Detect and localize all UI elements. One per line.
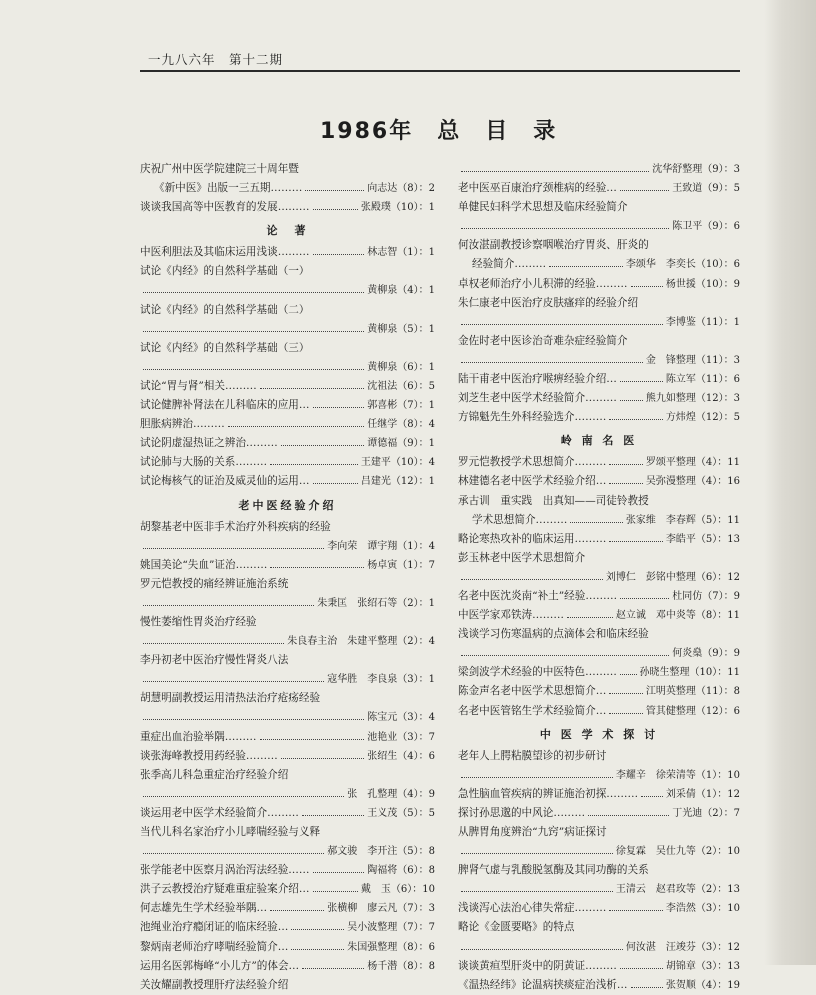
dot-leader [313,882,358,892]
toc-entry [458,389,740,408]
toc-title-line [140,575,435,594]
toc-entry-title: 试论健脾补肾法在儿科临床的应用… [140,399,310,412]
section-heading-text: 老中医经验介绍 [238,498,337,512]
dot-leader [461,768,613,778]
toc-entry [140,179,435,198]
dot-leader [143,283,364,293]
toc-title-line [458,294,740,313]
toc-entry-title: 谈谈黄疸型肝炎中的阴黄证……… [458,959,617,972]
toc-title-text: 张季高儿科急重症治疗经验介绍 [140,768,289,781]
dot-leader [305,181,364,191]
toc-entry-title: 经验简介……… [472,258,547,271]
toc-entry-author-ref: 管其健整理（12）：6 [645,705,740,717]
toc-entry [140,880,435,899]
dot-leader [228,417,365,427]
toc-entry-author-ref: 徐复霖 吴仕九等（2）：10 [615,846,740,858]
toc-entry-author-ref: 陈卫平（9）：6 [672,221,740,233]
toc-entry-title: 姚国美论“失血”证治……… [140,558,268,571]
toc-entry [458,644,740,663]
toc-entry [458,842,740,861]
toc-entry-title: 试论梅核气的证治及威灵仙的运用… [140,475,310,488]
dot-leader [620,665,637,675]
dot-leader [291,940,344,950]
toc-entry-author-ref: 张殿璞（10）：1 [360,202,435,214]
dot-leader [620,391,643,401]
toc-column-right [458,160,740,995]
toc-entry-author-ref: 李浩然（3）：10 [665,903,740,915]
toc-entry-author-ref: 王建平（10）：4 [360,457,435,469]
toc-entry-author-ref: 张家维 李春辉（5）：11 [625,514,740,526]
toc-entry-title: 重症出血治验举隅……… [140,730,257,743]
toc-title-text: 试论《内经》的自然科学基础（一） [140,265,310,278]
page-title: 1986年 总 目 录 [320,119,558,144]
toc-entry [458,370,740,389]
toc-entry-author-ref: 张 孔整理（4）：9 [347,788,435,800]
toc-title-line [458,918,740,937]
toc-entry [140,537,435,556]
toc-entry-title: 林建德名老中医学术经验介绍… [458,475,607,488]
toc-title-text: 浅谈学习伤寒温病的点滴体会和临床经验 [458,628,649,641]
toc-entry [458,453,740,472]
toc-entry-title: 《温热经纬》论温病挟痰症治浅析… [458,978,628,991]
toc-title-text: 单健民妇科学术思想及临床经验简介 [458,201,628,214]
toc-entry [140,957,435,976]
toc-title-text: 朱仁康老中医治疗皮肤瘙痒的经验介绍 [458,296,639,309]
dot-leader [291,920,344,930]
toc-entry-author-ref: 金 锋整理（11）：3 [645,354,740,366]
toc-title-line [140,976,435,995]
toc-entry-title: 陈金声名老中医学术思想简介… [458,685,607,698]
toc-entry-title: 试论肺与大肠的关系……… [140,456,268,469]
toc-title-line [140,613,435,632]
toc-title-text: 脾肾气虚与乳酸脱氢酶及其同功酶的关系 [458,864,649,877]
toc-title-text: 当代儿科名家治疗小儿哮喘经验与义释 [140,826,321,838]
toc-entry-title: 运用名医郭梅峰“小儿方”的体会… [140,959,300,972]
dot-leader [609,704,643,714]
dot-leader [260,730,365,740]
toc-entry [140,670,435,689]
toc-entry-author-ref: 杨卓寅（1）：7 [367,559,435,571]
dot-leader [620,181,669,191]
dot-leader [620,589,669,599]
toc-title-text: 胡黎基老中医非手术治疗外科疾病的经验 [140,520,331,533]
toc-entry [140,453,435,472]
toc-entry [140,415,435,434]
toc-entry [140,861,435,880]
dot-leader [609,455,643,465]
toc-entry [140,594,435,613]
toc-entry-title: 刘芝生老中医学术经验简介……… [458,392,617,405]
toc-entry-author-ref: 沈祖法（6）：5 [367,380,435,392]
toc-title-line [458,823,740,842]
section-heading [458,724,740,746]
section-heading-text: 岭 南 名 医 [560,434,638,448]
issue-header: 一九八六年 第十二期 [148,52,284,67]
section-heading [140,220,435,242]
toc-entry-author-ref: 方炜煌（12）：5 [665,412,740,424]
toc-entry [458,899,740,918]
toc-entry [458,275,740,294]
toc-entry [458,587,740,606]
toc-entry-author-ref: 沈华舒整理（9）：3 [652,164,740,175]
section-heading-text: 论 著 [266,224,309,238]
toc-entry [458,313,740,332]
toc-entry-author-ref: 罗颂平整理（4）：11 [645,457,740,469]
toc-title-text: 金佐时老中医诊治奇难杂症经验简介 [458,334,628,347]
toc-entry-title: 张学能老中医察月涡治泻法经验…… [140,864,310,877]
toc-entry [140,198,435,217]
toc-entry-author-ref: 何汝湛 汪竣芬（3）：12 [625,941,740,953]
toc-title-text: 彭玉林老中医学术思想简介 [458,551,586,564]
toc-title-line [458,236,740,255]
toc-entry-title: 罗元恺教授学术思想简介……… [458,456,607,469]
toc-entry-title: 梁剑波学术经验的中医特色……… [458,666,617,679]
toc-entry-author-ref: 戴 玉（6）：10 [360,884,435,896]
toc-entry [140,472,435,491]
toc-entry-title: 探讨孙思邈的中风论……… [458,806,586,819]
toc-entry-author-ref: 陈立军（11）：6 [665,374,740,386]
toc-entry [458,766,740,785]
toc-title-line [458,332,740,351]
dot-leader [588,806,669,816]
dot-leader [143,322,364,332]
dot-leader [313,474,358,484]
dot-leader [143,710,364,720]
toc-entry-author-ref: 李向荣 谭宇翔（1）：4 [327,540,435,552]
toc-entry-title: 急性脑血管疾病的辨证施治初探……… [458,787,639,800]
toc-entry [140,708,435,727]
toc-entry [140,728,435,747]
toc-entry-author-ref: 林志智（1）：1 [367,247,435,259]
toc-entry-title: 试论阴虚湿热证之辨治……… [140,437,278,450]
toc-entry-title: 谈谈我国高等中医教育的发展……… [140,201,310,214]
toc-entry-author-ref: 孙晓生整理（10）：11 [639,667,740,679]
dot-leader [461,940,623,950]
toc-entry-title: 中医利胆法及其临床运用浅谈……… [140,246,310,259]
toc-entry-title: 方锦魁先生外科经验选介……… [458,411,607,424]
toc-entry [140,804,435,823]
toc-entry [140,842,435,861]
toc-title-text: 略论《金匮要略》的特点 [458,921,575,934]
section-heading [140,495,435,517]
dot-leader [461,646,669,656]
toc-title-text: 老年人上腭粘膜望诊的初步研讨 [458,749,607,762]
dot-leader [313,245,365,255]
toc-entry-title: 浅谈泻心法治心律失常症……… [458,902,607,915]
toc-entry-title: 谈张海峰教授用药经验……… [140,749,278,762]
section-heading-text: 中 医 学 术 探 讨 [539,727,659,741]
toc-entry-author-ref: 杨千潜（8）：8 [367,960,435,972]
toc-entry [458,255,740,274]
toc-title-line [458,549,740,568]
toc-title-line [458,492,740,511]
toc-title-line [140,518,435,537]
toc-entry [140,785,435,804]
toc-title-text: 李丹初老中医治疗慢性肾炎八法 [140,654,289,667]
toc-entry [140,747,435,766]
toc-entry [458,682,740,701]
toc-entry-author-ref: 吴弥漫整理（4）：16 [645,476,740,488]
toc-entry-title: 略论寒热攻补的临床运用……… [458,532,607,545]
toc-entry [458,938,740,957]
toc-entry-title: 黎炳南老师治疗哮喘经验简介… [140,940,289,953]
dot-leader [609,684,643,694]
toc-entry [458,160,740,179]
toc-entry [140,899,435,918]
dot-leader [461,570,603,580]
toc-title-line [458,747,740,766]
toc-entry-author-ref: 陶福将（6）：8 [367,865,435,877]
section-heading [458,430,740,452]
dot-leader [313,863,365,873]
dot-leader [143,539,324,549]
toc-entry-title: 名老中医管铭生学术经验简介… [458,704,607,717]
toc-entry [458,785,740,804]
dot-leader [270,558,364,568]
toc-entry [140,358,435,377]
dot-leader [302,959,364,969]
dot-leader [461,162,649,172]
toc-entry-author-ref: 池艳业（3）：7 [367,731,435,743]
toc-entry-title: 老中医巫百康治疗颈椎病的经验… [458,182,617,195]
toc-title-text: 承古训 重实践 出真知——司徒铃教授 [458,494,649,507]
toc-entry-title: 池绳业治疗瘾闭证的临床经验… [140,921,289,934]
toc-entry-author-ref: 李颂华 李奕长（10）：6 [625,259,740,271]
toc-title-text: 何汝湛副教授诊察咽喉治疗胃炎、肝炎的 [458,239,649,252]
toc-entry-author-ref: 李耀辛 徐荣清等（1）：10 [615,769,740,781]
dot-leader [313,200,358,210]
toc-entry-author-ref: 朱良春主治 朱建平整理（2）：4 [287,636,435,648]
toc-entry-author-ref: 何炎燊（9）：9 [672,648,740,660]
dot-leader [143,360,364,370]
toc-entry-author-ref: 赵立诚 邓中炎等（8）：11 [615,610,740,622]
dot-leader [302,806,364,816]
toc-entry-author-ref: 谭德福（9）：1 [367,438,435,450]
toc-title-text: 罗元恺教授的痛经辨证施治系统 [140,577,289,590]
toc-entry-title: 试论“胃与肾”相关……… [140,379,257,392]
toc-title-line [140,301,435,320]
toc-entry-author-ref: 寇华胜 李良泉（3）：1 [327,674,435,686]
toc-entry-author-ref: 王义茂（5）：5 [367,807,435,819]
toc-entry [140,396,435,415]
toc-title-line [458,198,740,217]
toc-entry-author-ref: 张绍生（4）：6 [367,750,435,762]
dot-leader [270,901,324,911]
dot-leader [609,532,663,542]
toc-entry-title: 陆干甫老中医治疗喉痹经验介绍… [458,373,617,386]
toc-entry [140,632,435,651]
toc-entry-author-ref: 张横柳 廖云凡（7）：3 [327,903,435,915]
toc-entry [458,957,740,976]
toc-entry-author-ref: 王清云 赵君玫等（2）：13 [615,884,740,896]
toc-entry-author-ref: 向志达（8）：2 [367,183,435,195]
toc-entry [458,880,740,899]
toc-entry [140,938,435,957]
toc-entry [458,530,740,549]
toc-entry-author-ref: 刘采倩（1）：12 [665,788,740,800]
dot-leader [461,882,613,892]
toc-entry-author-ref: 江明英整理（11）：8 [645,686,740,698]
toc-entry [140,556,435,575]
dot-leader [143,844,324,854]
toc-entry-author-ref: 胡锦章（3）：13 [665,960,740,972]
toc-entry [458,408,740,427]
dot-leader [270,455,358,465]
dot-leader [143,672,324,682]
toc-entry [140,434,435,453]
toc-entry-author-ref: 杨世援（10）：9 [665,278,740,290]
toc-title-text: 试论《内经》的自然科学基础（三） [140,341,310,354]
toc-column-left [140,160,435,995]
toc-entry-title: 中医学家邓铁涛……… [458,609,564,622]
toc-entry-author-ref: 朱秉匡 张绍石等（2）：1 [317,597,435,609]
dot-leader [143,596,314,606]
dot-leader [281,749,365,759]
toc-title-line [458,625,740,644]
toc-entry-author-ref: 李博鉴（11）：1 [665,316,740,328]
dot-leader [609,410,663,420]
toc-entry-title: 洪子云教授治疗疑难重症验案介绍… [140,883,310,896]
toc-entry-author-ref: 黄柳泉（5）：1 [367,323,435,335]
dot-leader [609,474,643,484]
toc-title-text: 关汝耀副教授理肝疗法经验介绍 [140,978,289,991]
toc-entry-author-ref: 任继学（8）：4 [367,419,435,431]
toc-title-text: 从脾胃角度辨治“九窍”病证探讨 [458,826,607,838]
toc-entry [458,702,740,721]
toc-entry-author-ref: 刘博仁 彭铭中整理（6）：12 [605,571,740,583]
toc-entry-author-ref: 吴小波整理（7）：7 [347,922,435,934]
dot-leader [641,787,663,797]
toc-title-line [140,160,435,179]
dot-leader [631,978,663,988]
toc-entry-author-ref: 张贺顺（4）：19 [665,979,740,991]
toc-entry-title: 《新中医》出版一三五期……… [154,182,303,195]
toc-entry [458,179,740,198]
toc-entry [458,976,740,995]
toc-entry-author-ref: 李皓平（5）：13 [665,533,740,545]
dot-leader [631,277,663,287]
dot-leader [313,398,365,408]
toc-entry [458,663,740,682]
toc-entry [140,377,435,396]
toc-entry-author-ref: 朱国强整理（8）：6 [347,941,435,953]
toc-entry-author-ref: 黄柳泉（4）：1 [367,285,435,297]
toc-title-text: 胡慧明副教授运用清热法治疗疮疡经验 [140,692,321,705]
toc-entry [458,804,740,823]
book-spine-shadow [764,0,816,965]
toc-title-text: 试论《内经》的自然科学基础（二） [140,303,310,316]
toc-entry-author-ref: 熊九如整理（12）：3 [645,393,740,405]
toc-entry-author-ref: 丁光迪（2）：7 [672,807,740,819]
dot-leader [461,844,613,854]
toc-entry-title: 名老中医沈炎南“补土”经验……… [458,589,618,602]
toc-entry [458,217,740,236]
toc-entry-author-ref: 陈宝元（3）：4 [367,712,435,724]
toc-entry [140,281,435,300]
toc-entry-author-ref: 郝文骏 李开注（5）：8 [327,846,435,858]
toc-title-line [140,766,435,785]
toc-entry-title: 学术思想简介……… [472,513,568,526]
header-rule [140,70,740,72]
dot-leader [281,436,365,446]
toc-entry [458,472,740,491]
toc-entry [458,568,740,587]
dot-leader [143,634,284,644]
dot-leader [620,959,663,969]
dot-leader [461,219,669,229]
toc-title-line [140,823,435,842]
toc-title-text: 慢性萎缩性胃炎治疗经验 [140,615,257,628]
toc-entry [140,243,435,262]
dot-leader [549,257,623,267]
toc-entry-title: 何志雄先生学术经验举隅… [140,902,268,915]
dot-leader [260,379,364,389]
toc-entry [458,511,740,530]
dot-leader [570,513,623,523]
toc-title-line [140,689,435,708]
toc-entry [458,351,740,370]
toc-entry-author-ref: 吕建光（12）：1 [360,476,435,488]
toc-entry-author-ref: 黄柳泉（6）：1 [367,361,435,373]
toc-entry-author-ref: 杜同仿（7）：9 [672,590,740,602]
dot-leader [461,353,643,363]
toc-entry-author-ref: 王致道（9）：5 [672,183,740,195]
toc-entry-title: 谈运用老中医学术经验简介……… [140,806,299,819]
toc-entry-title: 胆胀病辨治……… [140,418,225,431]
toc-entry-author-ref: 郭喜彬（7）：1 [367,400,435,412]
toc-title-line [140,339,435,358]
toc-entry [140,320,435,339]
toc-title-line [140,651,435,670]
dot-leader [461,315,663,325]
toc-title-line [140,262,435,281]
toc-entry-title: 卓权老师治疗小儿积滞的经验……… [458,277,628,290]
toc-entry [458,606,740,625]
dot-leader [620,372,663,382]
toc-title-text: 庆祝广州中医学院建院三十周年暨 [140,163,299,175]
dot-leader [609,901,663,911]
toc-entry [140,918,435,937]
toc-title-line [458,861,740,880]
dot-leader [143,787,344,797]
dot-leader [567,608,613,618]
